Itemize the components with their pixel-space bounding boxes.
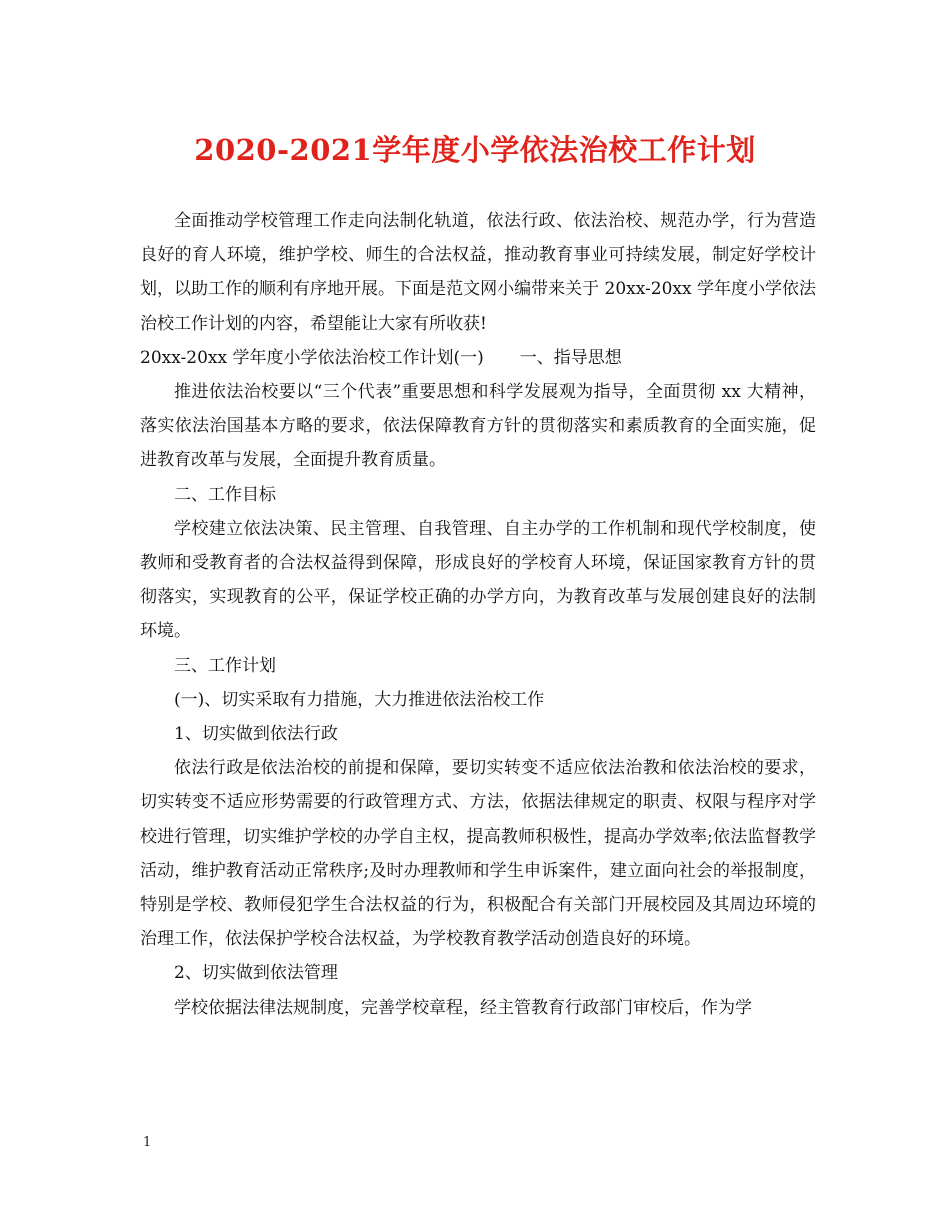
section-heading-3: 三、工作计划 [174,655,276,676]
plan-subtitle: 20xx-20xx 学年度小学依法治校工作计划(一) [140,347,484,368]
paragraph-lawful-administration: 依法行政是依法治校的前提和保障，要切实转变不适应依法治教和依法治校的要求，切实转变不适应形势需要的行政管理方式、方法，依据法律规定的职责、权限与程序对学校进行管理，切实维护学校的办学自主权，提高教师积极性，提高办学效率;依法监督教学活动，维护教育活动正常秩序;及时办理教师和学生申诉案件，建立面向社会的举报制度，特别是学校、教师侵犯学生合法权益的行为，积极配合有关部门开展校园及其周边环境的治理工作，依法保护学校合法权益，为学校教育教学活动创造良好的环境。 [140,758,816,950]
page-number: 1 [143,1135,152,1150]
item-heading-1: 1、切实做到依法行政 [174,724,338,745]
intro-paragraph: 全面推动学校管理工作走向法制化轨道，依法行政、依法治校、规范办学，行为营造良好的育人环境，维护学校、师生的合法权益，推动教育事业可持续发展，制定好学校计划，以助工作的顺利有序地开展。下面是范文网小编带来关于 20xx-20xx 学年度小学依法治校工作计划的内容，希望能让大家有所收获! [140,211,816,334]
paragraph-lawful-management: 学校依据法律法规制度，完善学校章程，经主管教育行政部门审校后，作为学 [174,997,752,1018]
section-heading-1: 一、指导思想 [519,347,622,368]
subsection-heading-1: (一)、切实采取有力措施，大力推进依法治校工作 [174,689,545,710]
document-title: 2020-2021学年度小学依法治校工作计划 [194,133,756,167]
section-heading-2: 二、工作目标 [174,484,276,505]
paragraph-work-goals: 学校建立依法决策、民主管理、自我管理、自主办学的工作机制和现代学校制度，使教师和受教育者的合法权益得到保障，形成良好的学校育人环境，保证国家教育方针的贯彻落实，实现教育的公平，保证学校正确的办学方向，为教育改革与发展创建良好的法制环境。 [140,518,816,642]
document-body [140,204,816,1025]
paragraph-guiding-ideology: 推进依法治校要以“三个代表”重要思想和科学发展观为指导，全面贯彻 xx 大精神，落实依法治国基本方略的要求，依法保障教育方针的贯彻落实和素质教育的全面实施，促进教育改革与发展，全面提升教育质量。 [140,382,816,471]
subtitle-line [140,341,816,375]
item-heading-2: 2、切实做到依法管理 [174,963,338,984]
